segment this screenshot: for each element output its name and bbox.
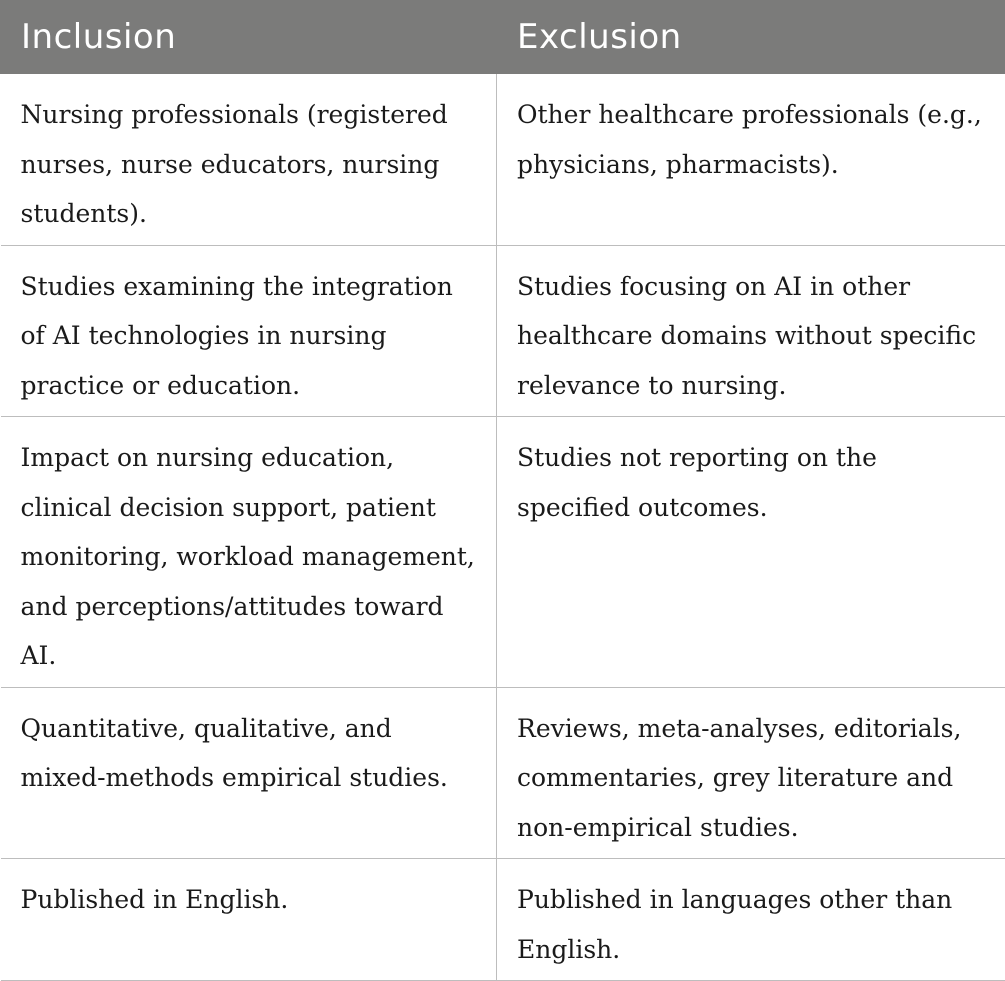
inclusion-cell: Nursing professionals (registered nurses, nurse educators, nursing students). xyxy=(1,74,497,246)
exclusion-cell: Studies not reporting on the specified outcomes. xyxy=(497,417,1005,688)
table-row xyxy=(1,417,1005,688)
inclusion-header: Inclusion xyxy=(1,1,497,74)
table-header xyxy=(1,1,1005,74)
inclusion-cell: Studies examining the integration of AI technologies in nursing practice or education. xyxy=(1,245,497,417)
exclusion-cell: Reviews, meta-analyses, editorials, commentaries, grey literature and non-empirical studies. xyxy=(497,687,1005,859)
exclusion-header: Exclusion xyxy=(497,1,1005,74)
table-row xyxy=(1,859,1005,981)
exclusion-cell: Published in languages other than English. xyxy=(497,859,1005,981)
table-row xyxy=(1,687,1005,859)
table-body xyxy=(1,74,1005,981)
inclusion-cell: Quantitative, qualitative, and mixed-methods empirical studies. xyxy=(1,687,497,859)
table-row xyxy=(1,74,1005,246)
header-row xyxy=(1,1,1005,74)
inclusion-cell: Published in English. xyxy=(1,859,497,981)
table-row xyxy=(1,245,1005,417)
exclusion-cell: Studies focusing on AI in other healthcare domains without specific relevance to nursing. xyxy=(497,245,1005,417)
exclusion-cell: Other healthcare professionals (e.g., physicians, pharmacists). xyxy=(497,74,1005,246)
inclusion-cell: Impact on nursing education, clinical decision support, patient monitoring, workload management, and perceptions/attitudes toward AI. xyxy=(1,417,497,688)
